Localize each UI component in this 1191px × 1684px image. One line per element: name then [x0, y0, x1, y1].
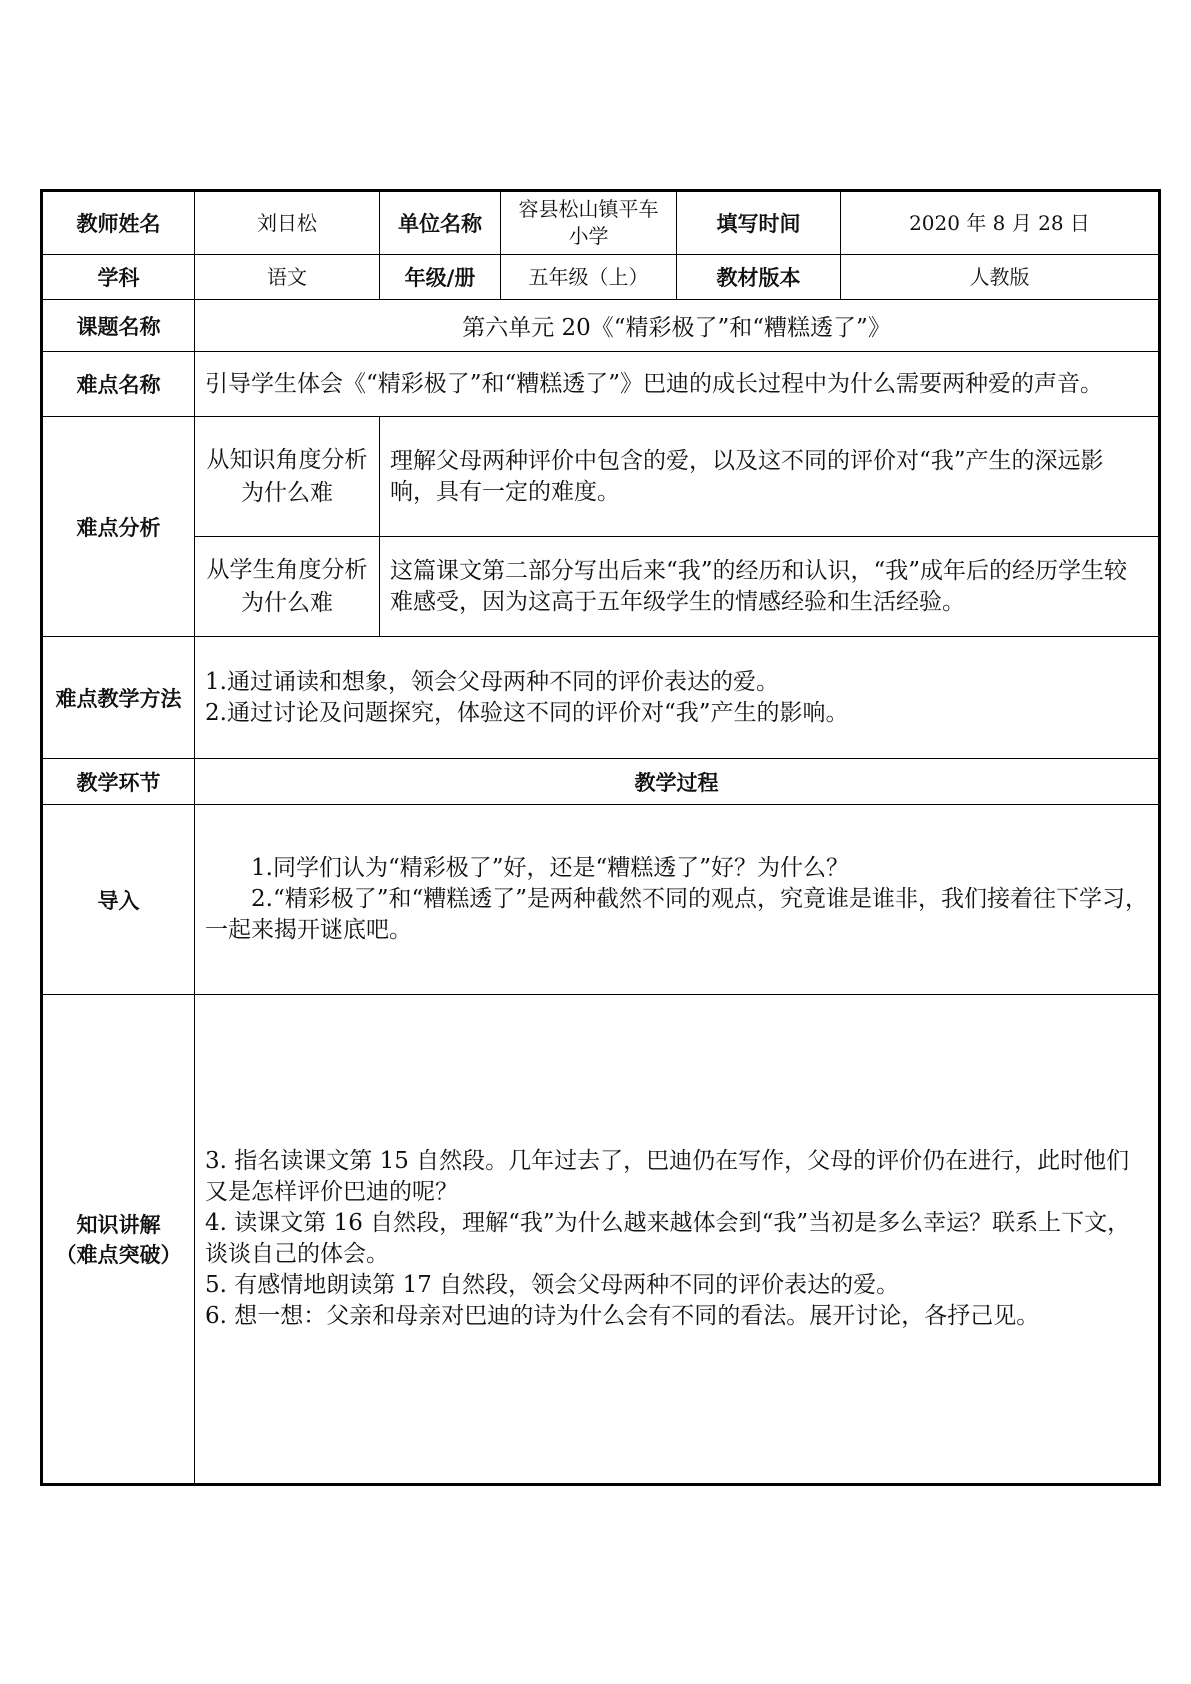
grade-value: 五年级（上） — [501, 255, 677, 300]
analysis-row-knowledge — [42, 417, 1160, 537]
knowledge-label-line-2: （难点突破） — [55, 1243, 182, 1267]
knowledge-angle-label: 从知识角度分析为什么难 — [195, 417, 380, 537]
grade-label: 年级/册 — [380, 255, 501, 300]
method-row — [42, 637, 1160, 759]
process-header-row — [42, 759, 1160, 805]
subject-value: 语文 — [195, 255, 380, 300]
knowledge-row — [42, 995, 1160, 1485]
teacher-name-value: 刘日松 — [195, 191, 380, 255]
topic-value: 第六单元 20《“精彩极了”和“糟糕透了”》 — [195, 300, 1160, 352]
method-content — [195, 637, 1160, 759]
method-line-1: 1.通过诵读和想象，领会父母两种不同的评价表达的爱。 — [205, 668, 779, 695]
lesson-plan-table — [40, 189, 1161, 1486]
analysis-label: 难点分析 — [42, 417, 195, 637]
header-row-2 — [42, 255, 1160, 300]
knowledge-content — [195, 995, 1160, 1485]
topic-label: 课题名称 — [42, 300, 195, 352]
lesson-plan-document — [40, 189, 1158, 1486]
knowledge-line-6: 6. 想一想：父亲和母亲对巴迪的诗为什么会有不同的看法。展开讨论，各抒己见。 — [205, 1303, 1040, 1329]
difficulty-row — [42, 352, 1160, 417]
intro-line-1: 1.同学们认为“精彩极了”好，还是“糟糕透了”好？为什么？ — [251, 855, 849, 881]
unit-name-label: 单位名称 — [380, 191, 501, 255]
knowledge-angle-value: 理解父母两种评价中包含的爱，以及这不同的评价对“我”产生的深远影响，具有一定的难度。 — [380, 417, 1160, 537]
unit-name-value: 容县松山镇平车小学 — [501, 191, 677, 255]
subject-label: 学科 — [42, 255, 195, 300]
edition-label: 教材版本 — [677, 255, 841, 300]
difficulty-label: 难点名称 — [42, 352, 195, 417]
teaching-process-label: 教学过程 — [195, 759, 1160, 805]
intro-label: 导入 — [42, 805, 195, 995]
knowledge-line-4: 4. 读课文第 16 自然段，理解“我”为什么越来越体会到“我”当初是多么幸运？联系上下文，谈谈自己的体会。 — [205, 1210, 1131, 1267]
intro-content — [195, 805, 1160, 995]
intro-row — [42, 805, 1160, 995]
fill-date-value: 2020 年 8 月 28 日 — [841, 191, 1160, 255]
method-line-2: 2.通过讨论及问题探究，体验这不同的评价对“我”产生的影响。 — [205, 699, 849, 726]
fill-date-label: 填写时间 — [677, 191, 841, 255]
knowledge-line-5: 5. 有感情地朗读第 17 自然段，领会父母两种不同的评价表达的爱。 — [205, 1272, 900, 1298]
teaching-step-label: 教学环节 — [42, 759, 195, 805]
student-angle-label: 从学生角度分析为什么难 — [195, 537, 380, 637]
teacher-name-label: 教师姓名 — [42, 191, 195, 255]
difficulty-value: 引导学生体会《“精彩极了”和“糟糕透了”》巴迪的成长过程中为什么需要两种爱的声音。 — [195, 352, 1160, 417]
header-row-1 — [42, 191, 1160, 255]
student-angle-value: 这篇课文第二部分写出后来“我”的经历和认识，“我”成年后的经历学生较难感受，因为这高于五年级学生的情感经验和生活经验。 — [380, 537, 1160, 637]
method-label: 难点教学方法 — [42, 637, 195, 759]
topic-row — [42, 300, 1160, 352]
analysis-row-student — [42, 537, 1160, 637]
knowledge-label-line-1: 知识讲解 — [76, 1213, 161, 1237]
knowledge-line-3: 3. 指名读课文第 15 自然段。几年过去了，巴迪仍在写作，父母的评价仍在进行，此时他们又是怎样评价巴迪的呢？ — [205, 1148, 1130, 1205]
edition-value: 人教版 — [841, 255, 1160, 300]
intro-line-2: 2.“精彩极了”和“糟糕透了”是两种截然不同的观点，究竟谁是谁非，我们接着往下学习，一起来揭开谜底吧。 — [205, 886, 1148, 943]
knowledge-label — [42, 995, 195, 1485]
